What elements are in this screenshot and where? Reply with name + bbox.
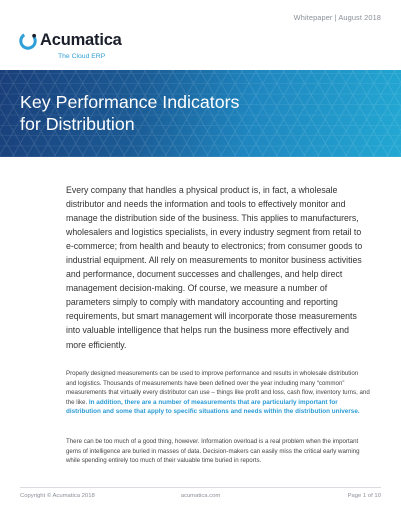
body-paragraph-3: There can be too much of a good thing, however. Information overload is a real problem when the important gems of intelligence are buried in masses of data. Decision-makers can easily miss the critical early warning while spending entirely too much of their valuable time buried in reports. [66, 438, 360, 465]
title-line-2: for Distribution [20, 114, 135, 134]
acumatica-logo-icon [19, 32, 37, 50]
paragraph-2-highlight: In addition, there are a number of measurements that are particularly important for distribution and some that apply to specific situations and needs within the distribution universe. [66, 398, 360, 416]
footer-page-number: Page 1 of 10 [347, 493, 381, 499]
footer-url[interactable]: acumatica.com [180, 493, 221, 499]
lead-paragraph: Every company that handles a physical product is, in fact, a wholesale distributor and needs the information and tools to effectively monitor and manage the distribution side of the business. This applies to manufacturers, wholesalers and logistics specialists, in every industry segment from retail to e-commerce; from health and beauty to electronics; from consumer goods to industrial equipment. All rely on measurements to monitor business activities and performance, document successes and challenges, and help direct management decision-making. Of course, we measure a number of parameters simply to comply with mandatory accounting and reporting requirements, but smart management will incorporate those measurements into valuable intelligence that helps run the business more effectively and more efficiently. [66, 185, 363, 350]
document-title [20, 91, 239, 135]
brand-name: Acumatica [40, 31, 122, 49]
title-line-1: Key Performance Indicators [20, 92, 240, 112]
footer-copyright: Copyright © Acumatica 2018 [20, 493, 95, 499]
brand-tagline: The Cloud ERP [58, 53, 106, 60]
title-banner [0, 70, 401, 157]
document-meta: Whitepaper | August 2018 [293, 13, 381, 22]
body-paragraph-2 [66, 369, 370, 417]
paragraph-2-text: Properly designed measurements can be used to improve performance and results in wholesale distribution and logistics. Thousands of measurements have been defined over the year including many “common” measurements that virtually every distributor can use – things like profit and loss, cash flow, inventory turns, and the like. [66, 370, 370, 406]
footer-divider [20, 487, 381, 488]
acumatica-logo [19, 31, 122, 50]
